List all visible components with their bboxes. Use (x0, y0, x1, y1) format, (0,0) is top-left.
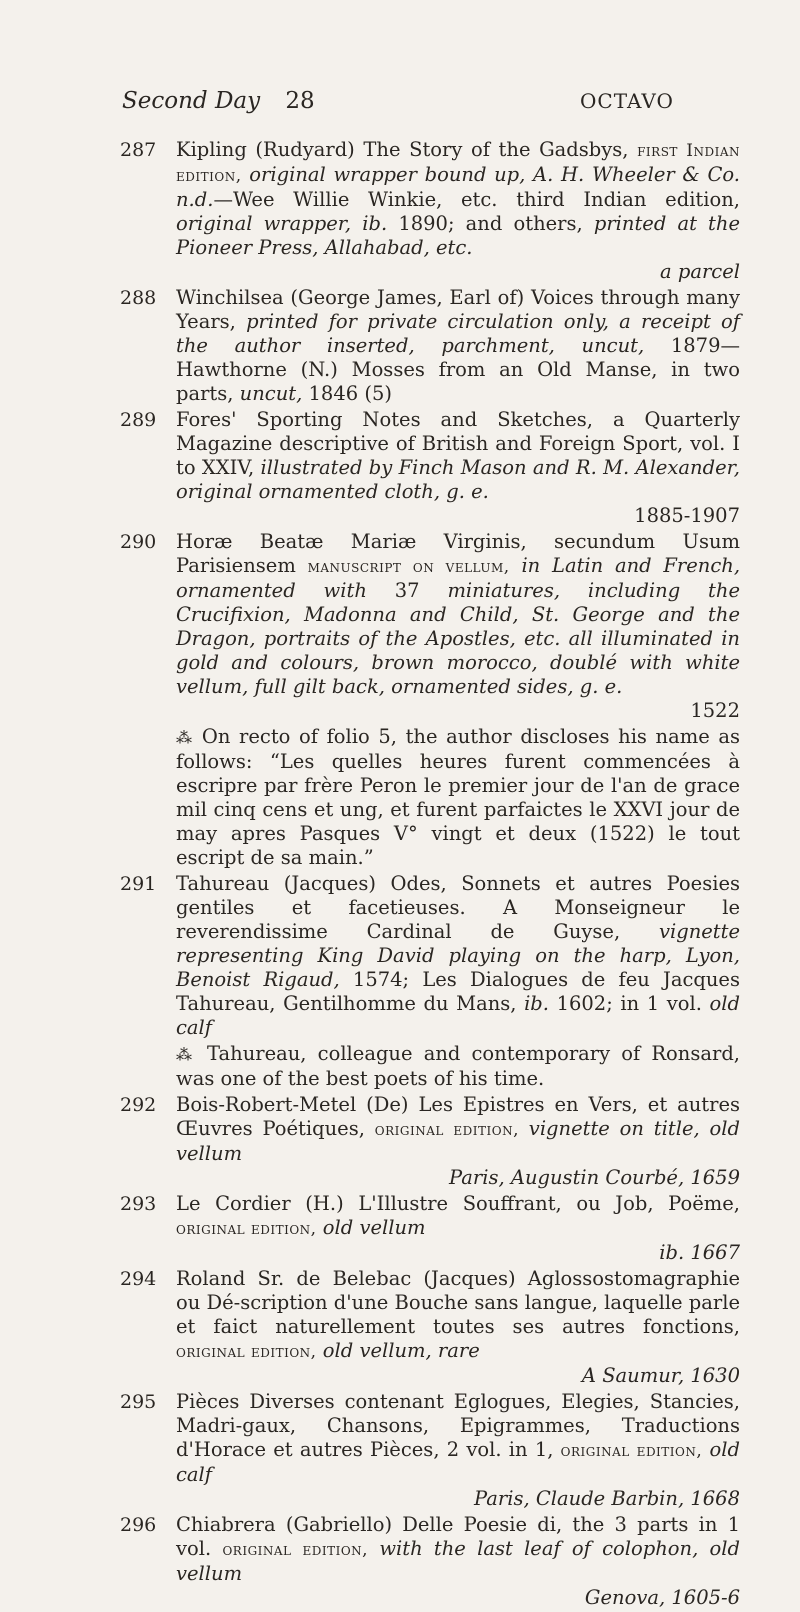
note-text: Tahureau, colleague and contemporary of Ronsard, was one of the best poets of his time. (176, 1042, 740, 1090)
description-segment: miniatures, including the Crucifixion, Madonna and Child, St. George and the Dragon, portraits of the Apostles, etc. all illuminated in gold and colours, brown morocco, doublé with white vellum, full gilt back, ornamented sides, g. e. (176, 579, 740, 698)
note-text: On recto of folio 5, the author discloses his name as follows: “Les quelles heures furent commencées à escripre par frère Peron le premier jour de l'an de grace mil cinq cens et ung, et furent parfaictes le XXVI jour de may apres Pasques V° vingt et deux (1522) le tout escript de sa main.” (176, 725, 740, 869)
lot-list (120, 138, 740, 1612)
description-segment: Chiabrera (Gabriello) Delle Poesie di, the 3 parts in 1 vol. (176, 1513, 740, 1560)
lot-description (176, 530, 740, 723)
description-segment: 1602; in 1 vol. (548, 992, 710, 1015)
description-segment: original edition, (374, 1120, 519, 1140)
lot-number: 296 (120, 1514, 157, 1536)
description-segment: Tahureau (Jacques) Odes, Sonnets et autres Poesies gentiles et facetieuses. A Monseigneur le reverendissime Cardinal de Guyse, (176, 872, 740, 943)
description-segment: uncut, (239, 382, 303, 405)
description-segment: 1890; and others, (387, 212, 594, 235)
lot-imprint: a parcel (660, 260, 740, 283)
lot-note (176, 725, 740, 870)
description-segment: in Latin and French, ornamented with (176, 554, 741, 602)
description-segment: old vellum, rare (316, 1339, 480, 1362)
description-segment: Fores' Sporting Notes and Sketches, a Quarterly Magazine descriptive of British and Foreign Sport, vol. I to XXIV, (176, 408, 740, 479)
lot-imprint: 1522 (690, 699, 740, 722)
description-segment: old calf (176, 992, 740, 1039)
catalogue-entry (120, 408, 740, 528)
description-segment: 1879—Hawthorne (N.) Mosses from an Old Manse, in two parts, (176, 334, 740, 405)
description-segment: vignette on title, old vellum (176, 1117, 740, 1165)
header-format: OCTAVO (580, 89, 674, 113)
lot-number: 289 (120, 409, 157, 431)
lot-number: 293 (120, 1193, 157, 1215)
catalogue-entry (120, 530, 740, 870)
description-segment: ib. (524, 992, 549, 1015)
asterism-icon: ⁂ (176, 728, 202, 747)
description-segment: 37 (394, 579, 420, 602)
description-segment: Winchilsea (George James, Earl of) Voices through many Years, (176, 286, 740, 333)
description-segment: Horæ Beatæ Mariæ Virginis, secundum Usum Parisiensem (176, 530, 740, 577)
description-segment: Le Cordier (H.) L'Illustre Souffrant, ou Job, Poëme, (176, 1192, 740, 1215)
lot-imprint: Paris, Augustin Courbé, 1659 (449, 1166, 740, 1189)
description-segment: printed for private circulation only, a receipt of the author inserted, parchment, uncut, (176, 310, 740, 357)
lot-description (176, 408, 740, 528)
description-segment: vignette representing King David playing on the harp, Lyon, Benoist Rigaud, (176, 920, 740, 991)
catalogue-entry (120, 1390, 740, 1511)
description-segment: original wrapper bound up, A. H. Wheeler & Co. n.d. (176, 163, 740, 211)
lot-description (176, 1267, 740, 1388)
description-segment: Roland Sr. de Belebac (Jacques) Aglossostomagraphie ou Dé-scription d'une Bouche sans langue, laquelle parle et faict naturellement toutes ses autres fonctions, (176, 1267, 741, 1338)
lot-description (176, 1390, 740, 1511)
description-segment: —Wee Willie Winkie, etc. third Indian edition, (213, 188, 740, 211)
catalogue-entry (120, 1267, 740, 1388)
page-number: 28 (285, 88, 315, 114)
lot-imprint: 1885-1907 (634, 504, 740, 527)
lot-number: 291 (120, 873, 157, 895)
lot-number: 290 (120, 531, 157, 553)
catalogue-entry (120, 138, 740, 284)
lot-imprint: A Saumur, 1630 (581, 1364, 740, 1387)
running-header (0, 88, 800, 128)
description-segment: 1846 (5) (302, 382, 392, 405)
lot-number: 288 (120, 287, 157, 309)
description-segment: old vellum (316, 1216, 426, 1239)
description-segment: 1574; Les Dialogues de feu Jacques Tahureau, Gentilhomme du Mans, (176, 968, 740, 1015)
description-segment: Kipling (Rudyard) The Story of the Gadsbys, (176, 138, 638, 161)
description-segment: illustrated by Finch Mason and R. M. Alexander, original ornamented cloth, g. e. (176, 456, 740, 503)
description-segment: with the last leaf of colophon, old vellum (176, 1537, 740, 1585)
catalogue-entry (120, 286, 740, 406)
lot-note (176, 1042, 740, 1091)
description-segment: original wrapper, ib. (176, 212, 388, 235)
lot-number: 294 (120, 1268, 157, 1290)
catalogue-entry (120, 872, 740, 1091)
description-segment: manuscript on vellum, (307, 557, 510, 577)
lot-number: 295 (120, 1391, 157, 1413)
description-segment: first Indian edition, (176, 141, 740, 186)
lot-imprint: Paris, Claude Barbin, 1668 (474, 1487, 740, 1510)
lot-imprint: Genova, 1605-6 (584, 1586, 740, 1609)
lot-description (176, 1192, 740, 1265)
description-segment: Pièces Diverses contenant Eglogues, Elegies, Stancies, Madri-gaux, Chansons, Epigrammes, Traductions d'Horace et autres Pièces, 2 vol. in 1, (176, 1390, 740, 1461)
asterism-icon: ⁂ (176, 1045, 208, 1064)
description-segment: Bois-Robert-Metel (De) Les Epistres en Vers, et autres Œuvres Poétiques, (176, 1093, 740, 1140)
lot-description (176, 1093, 740, 1190)
lot-description (176, 1513, 740, 1610)
description-segment: original edition, (176, 1342, 317, 1362)
description-segment: old calf (176, 1438, 740, 1486)
catalogue-entry (120, 1513, 740, 1610)
description-segment: original edition, (560, 1441, 703, 1461)
description-segment: original edition, (176, 1219, 317, 1239)
description-segment: printed at the Pioneer Press, Allahabad, etc. (176, 212, 740, 259)
lot-number: 287 (120, 139, 157, 161)
lot-number: 292 (120, 1094, 157, 1116)
catalogue-entry (120, 1093, 740, 1190)
description-segment: original edition, (222, 1540, 369, 1560)
lot-imprint: ib. 1667 (659, 1241, 740, 1264)
catalogue-entry (120, 1192, 740, 1265)
lot-description (176, 138, 740, 284)
header-day: Second Day (122, 88, 261, 114)
lot-description (176, 286, 740, 406)
lot-description (176, 872, 740, 1040)
